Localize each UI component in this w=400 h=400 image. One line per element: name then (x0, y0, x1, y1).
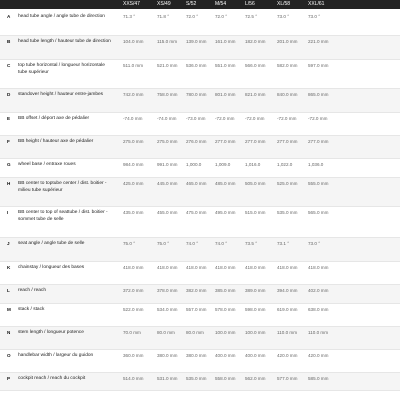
table-row (0, 238, 400, 262)
row-value: 372.0 mm (123, 288, 144, 293)
row-value: -72.0 mm (245, 116, 265, 121)
row-value: 73.1 ° (277, 241, 290, 246)
table-row (0, 373, 400, 391)
size-header-4: L/56 (245, 1, 255, 7)
table-row (0, 159, 400, 178)
row-value: 418.0 mm (123, 265, 144, 270)
row-value: 420.0 mm (277, 353, 298, 358)
table-row (0, 11, 400, 36)
row-value: 638.0 mm (308, 307, 329, 312)
row-value: 104.0 mm (123, 39, 144, 44)
row-value: 276.0 mm (186, 139, 207, 144)
row-label: cockpit reach / reach du cockpit (18, 376, 86, 381)
row-value: 400.0 mm (215, 353, 236, 358)
row-value: 585.0 mm (308, 376, 329, 381)
row-value: 420.0 mm (308, 353, 329, 358)
row-value: 522.0 mm (123, 307, 144, 312)
row-value: 515.0 mm (245, 210, 266, 215)
table-row (0, 136, 400, 159)
row-letter: M (7, 307, 11, 312)
row-value: 1,009.0 (215, 162, 231, 167)
row-value: 382.0 mm (186, 288, 207, 293)
row-value: 525.0 mm (277, 181, 298, 186)
row-value: 1,000.0 (186, 162, 202, 167)
table-row (0, 262, 400, 285)
row-value: 535.0 mm (186, 376, 207, 381)
row-value: 72.5 ° (245, 14, 258, 19)
row-value: 557.0 mm (186, 307, 207, 312)
row-value: 505.0 mm (245, 181, 266, 186)
row-label: stem length / longueur potence (18, 330, 84, 335)
table-row (0, 207, 400, 238)
row-value: 394.0 mm (277, 288, 298, 293)
row-letter: J (7, 241, 10, 246)
table-row (0, 327, 400, 350)
row-value: 115.0 mm (157, 39, 178, 44)
row-value: 71.3 ° (123, 14, 136, 19)
row-value: 110.0 mm (308, 330, 329, 335)
row-value: 742.0 mm (123, 92, 144, 97)
row-label: stack / stack (18, 307, 45, 312)
row-value: 565.0 mm (308, 210, 329, 215)
row-value: 75.0 ° (157, 241, 170, 246)
row-value: 514.0 mm (123, 376, 144, 381)
row-value: 110.0 mm (277, 330, 298, 335)
row-value: 536.0 mm (186, 63, 207, 68)
row-value: 465.0 mm (186, 181, 207, 186)
row-value: 201.0 mm (277, 39, 298, 44)
row-value: 1,036.0 (308, 162, 324, 167)
row-letter: C (7, 63, 11, 68)
row-label: head tube length / hauteur tube de direction (18, 39, 111, 44)
row-value: 485.0 mm (215, 181, 236, 186)
row-value: 475.0 mm (186, 210, 207, 215)
row-value: 73.0 ° (308, 241, 321, 246)
row-label: BB center to top of seattube / dist. boitier - sommet tube de selle (18, 210, 108, 222)
row-letter: K (7, 265, 11, 270)
row-label: handlebar width / largeur du guidon (18, 353, 94, 358)
row-letter: A (7, 14, 11, 19)
row-letter: O (7, 353, 11, 358)
row-label: head tube angle / angle tube de direction (18, 14, 105, 19)
row-letter: N (7, 330, 11, 335)
row-value: 418.0 mm (277, 265, 298, 270)
row-value: 161.0 mm (215, 39, 236, 44)
row-value: 277.0 mm (245, 139, 266, 144)
row-value: 275.0 mm (123, 139, 144, 144)
row-value: 182.0 mm (245, 39, 266, 44)
row-value: -74.0 mm (157, 116, 177, 121)
row-value: 435.0 mm (123, 210, 144, 215)
row-label: reach / reach (18, 288, 46, 293)
row-value: -74.0 mm (123, 116, 143, 121)
row-label: standover height / hauteur entre-jambes (18, 92, 104, 97)
size-header-5: XL/58 (277, 1, 291, 7)
table-row (0, 304, 400, 327)
table-row (0, 178, 400, 207)
row-value: 221.0 mm (308, 39, 329, 44)
row-value: 75.0 ° (123, 241, 136, 246)
row-letter: P (7, 376, 11, 381)
table-row (0, 285, 400, 304)
table-row (0, 113, 400, 136)
row-label: top tube horizontal / longueur horizontale tube supérieur (18, 63, 105, 75)
row-value: 74.0 ° (215, 241, 228, 246)
row-value: 80.0 mm (186, 330, 204, 335)
row-value: 402.0 mm (308, 288, 329, 293)
row-value: -73.0 mm (186, 116, 206, 121)
row-value: -72.0 mm (308, 116, 328, 121)
row-letter: L (7, 288, 10, 293)
row-value: 400.0 mm (245, 353, 266, 358)
table-row (0, 60, 400, 89)
row-value: 418.0 mm (245, 265, 266, 270)
row-value: 551.0 mm (215, 63, 236, 68)
row-value: 758.0 mm (157, 92, 178, 97)
row-value: 277.0 mm (277, 139, 298, 144)
row-letter: F (7, 139, 10, 144)
row-value: 555.0 mm (308, 181, 329, 186)
row-value: 389.0 mm (245, 288, 266, 293)
row-value: 74.0 ° (186, 241, 199, 246)
row-letter: D (7, 92, 11, 97)
row-value: 380.0 mm (157, 353, 178, 358)
row-value: 277.0 mm (215, 139, 236, 144)
row-value: 418.0 mm (157, 265, 178, 270)
row-value: 445.0 mm (157, 181, 178, 186)
row-value: -72.0 mm (215, 116, 235, 121)
row-value: 801.0 mm (215, 92, 236, 97)
row-label: wheel base / entraxe roues (18, 162, 76, 167)
row-label: BB center to toptube center / dist. boitier - milieu tube supérieur (18, 181, 107, 193)
row-value: -72.0 mm (277, 116, 297, 121)
row-value: 1,022.0 (277, 162, 293, 167)
row-value: 598.0 mm (245, 307, 266, 312)
row-value: 418.0 mm (186, 265, 207, 270)
row-value: 597.0 mm (308, 63, 329, 68)
row-value: 511.0 mm (123, 63, 144, 68)
row-letter: I (7, 210, 9, 215)
row-value: 578.0 mm (215, 307, 236, 312)
row-value: 71.8 ° (157, 14, 170, 19)
row-letter: B (7, 39, 11, 44)
table-row (0, 89, 400, 113)
row-value: 139.0 mm (186, 39, 207, 44)
size-header-3: M/54 (215, 1, 227, 7)
row-value: 73.0 ° (308, 14, 321, 19)
size-header-6: XXL/61 (308, 1, 325, 7)
row-value: 840.0 mm (277, 92, 298, 97)
size-header-2: S/52 (186, 1, 197, 7)
row-value: 360.0 mm (123, 353, 144, 358)
row-value: 380.0 mm (186, 353, 207, 358)
row-value: 418.0 mm (308, 265, 329, 270)
row-value: 821.0 mm (245, 92, 266, 97)
row-label: BB height / hauteur axe de pédalier (18, 139, 94, 144)
row-label: chainstay / longueur des bases (18, 265, 85, 270)
row-value: 455.0 mm (157, 210, 178, 215)
row-value: 558.0 mm (215, 376, 236, 381)
table-row (0, 36, 400, 60)
row-value: 991.0 mm (157, 162, 178, 167)
row-value: 72.0 ° (186, 14, 199, 19)
row-value: 73.5 ° (245, 241, 258, 246)
row-value: 534.0 mm (157, 307, 178, 312)
row-letter: H (7, 181, 11, 186)
row-value: 582.0 mm (277, 63, 298, 68)
size-header-0: XXS/47 (123, 1, 140, 7)
row-value: 425.0 mm (123, 181, 144, 186)
row-label: BB offset / déport axe de pédalier (18, 116, 90, 121)
row-value: 531.0 mm (157, 376, 178, 381)
row-value: 385.0 mm (215, 288, 236, 293)
row-value: 277.0 mm (308, 139, 329, 144)
row-value: 378.0 mm (157, 288, 178, 293)
row-value: 72.0 ° (215, 14, 228, 19)
row-value: 865.0 mm (308, 92, 329, 97)
row-value: 73.0 ° (277, 14, 290, 19)
row-value: 562.0 mm (245, 376, 266, 381)
size-header-row (0, 0, 400, 9)
row-label: seat angle / angle tube de selle (18, 241, 85, 246)
row-value: 535.0 mm (277, 210, 298, 215)
table-row (0, 350, 400, 373)
row-value: 70.0 mm (123, 330, 141, 335)
row-value: 521.0 mm (157, 63, 178, 68)
row-value: 577.0 mm (277, 376, 298, 381)
row-value: 619.0 mm (277, 307, 298, 312)
row-value: 780.0 mm (186, 92, 207, 97)
row-value: 566.0 mm (245, 63, 266, 68)
row-value: 984.0 mm (123, 162, 144, 167)
row-letter: E (7, 116, 11, 121)
row-value: 1,016.0 (245, 162, 261, 167)
row-value: 495.0 mm (215, 210, 236, 215)
row-value: 418.0 mm (215, 265, 236, 270)
row-value: 100.0 mm (245, 330, 266, 335)
row-value: 275.0 mm (157, 139, 178, 144)
size-header-1: XS/49 (157, 1, 171, 7)
row-letter: G (7, 162, 11, 167)
row-value: 80.0 mm (157, 330, 175, 335)
row-value: 100.0 mm (215, 330, 236, 335)
